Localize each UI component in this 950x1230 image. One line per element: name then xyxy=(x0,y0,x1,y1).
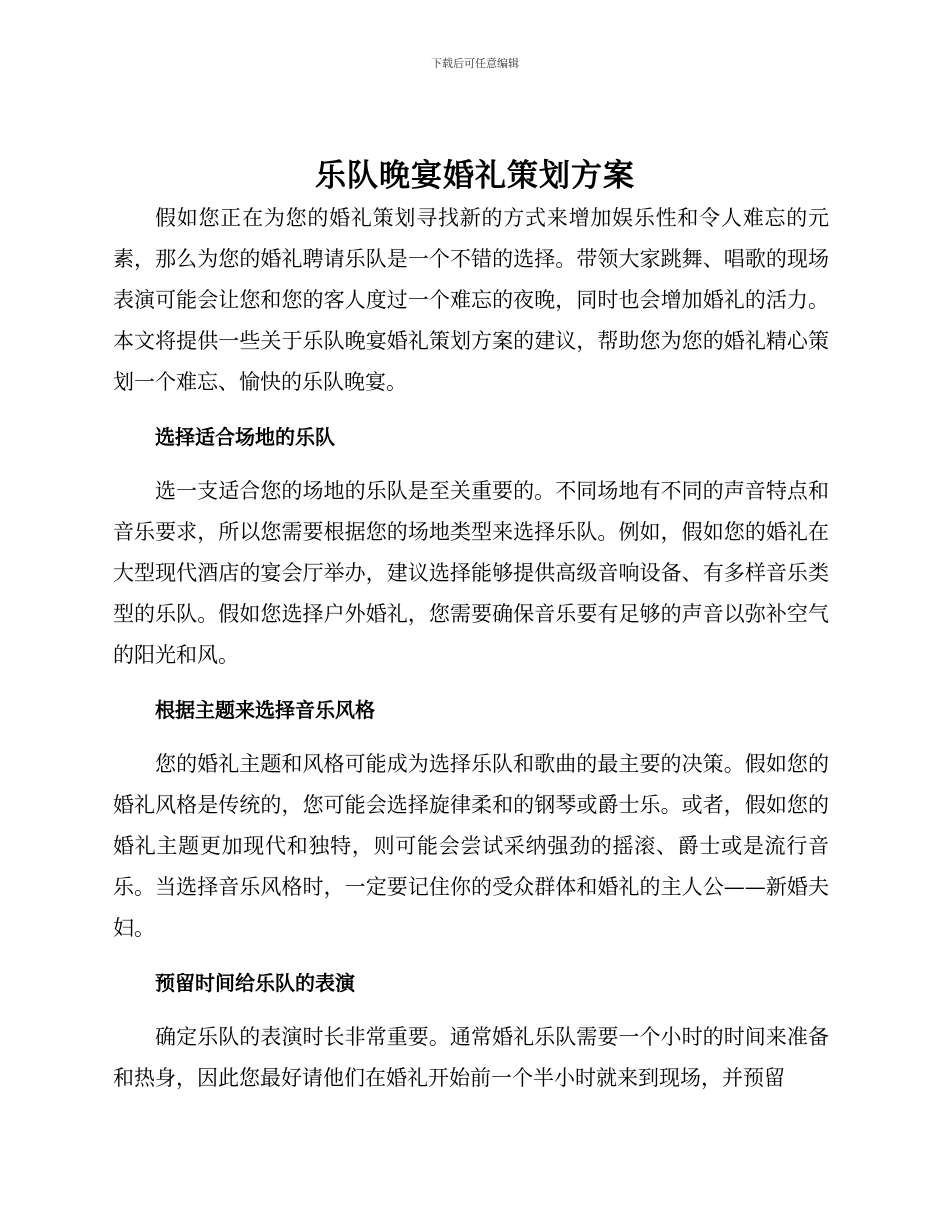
header-note: 下载后可任意编辑 xyxy=(431,57,519,70)
section-heading: 选择适合场地的乐队 xyxy=(155,425,335,449)
intro-paragraph: 假如您正在为您的婚礼策划寻找新的方式来增加娱乐性和令人难忘的元素，那么为您的婚礼聘请乐队是一个不错的选择。带领大家跳舞、唱歌的现场表演可能会让您和您的客人度过一个难忘的夜晚，同时也会增加婚礼的活力。本文将提供一些关于乐队晚宴婚礼策划方案的建议，帮助您为您的婚礼精心策划一个难忘、愉快的乐队晚宴。 xyxy=(113,206,829,394)
section-paragraph: 确定乐队的表演时长非常重要。通常婚礼乐队需要一个小时的时间来准备和热身，因此您最好请他们在婚礼开始前一个半小时就来到现场，并预留 xyxy=(113,1025,829,1090)
section-heading: 预留时间给乐队的表演 xyxy=(155,971,355,995)
section-paragraph: 选一支适合您的场地的乐队是至关重要的。不同场地有不同的声音特点和音乐要求，所以您需要根据您的场地类型来选择乐队。例如，假如您的婚礼在大型现代酒店的宴会厅举办，建议选择能够提供高级音响设备、有多样音乐类型的乐队。假如您选择户外婚礼，您需要确保音乐要有足够的声音以弥补空气的阳光和风。 xyxy=(113,479,829,667)
section-paragraph: 您的婚礼主题和风格可能成为选择乐队和歌曲的最主要的决策。假如您的婚礼风格是传统的，您可能会选择旋律柔和的钢琴或爵士乐。或者，假如您的婚礼主题更加现代和独特，则可能会尝试采纳强劲的摇滚、爵士或是流行音乐。当选择音乐风格时，一定要记住你的受众群体和婚礼的主人公——新婚夫妇。 xyxy=(113,752,829,940)
document-body xyxy=(113,198,829,1099)
section-heading: 根据主题来选择音乐风格 xyxy=(155,698,375,722)
document-title: 乐队晚宴婚礼策划方案 xyxy=(315,158,635,194)
